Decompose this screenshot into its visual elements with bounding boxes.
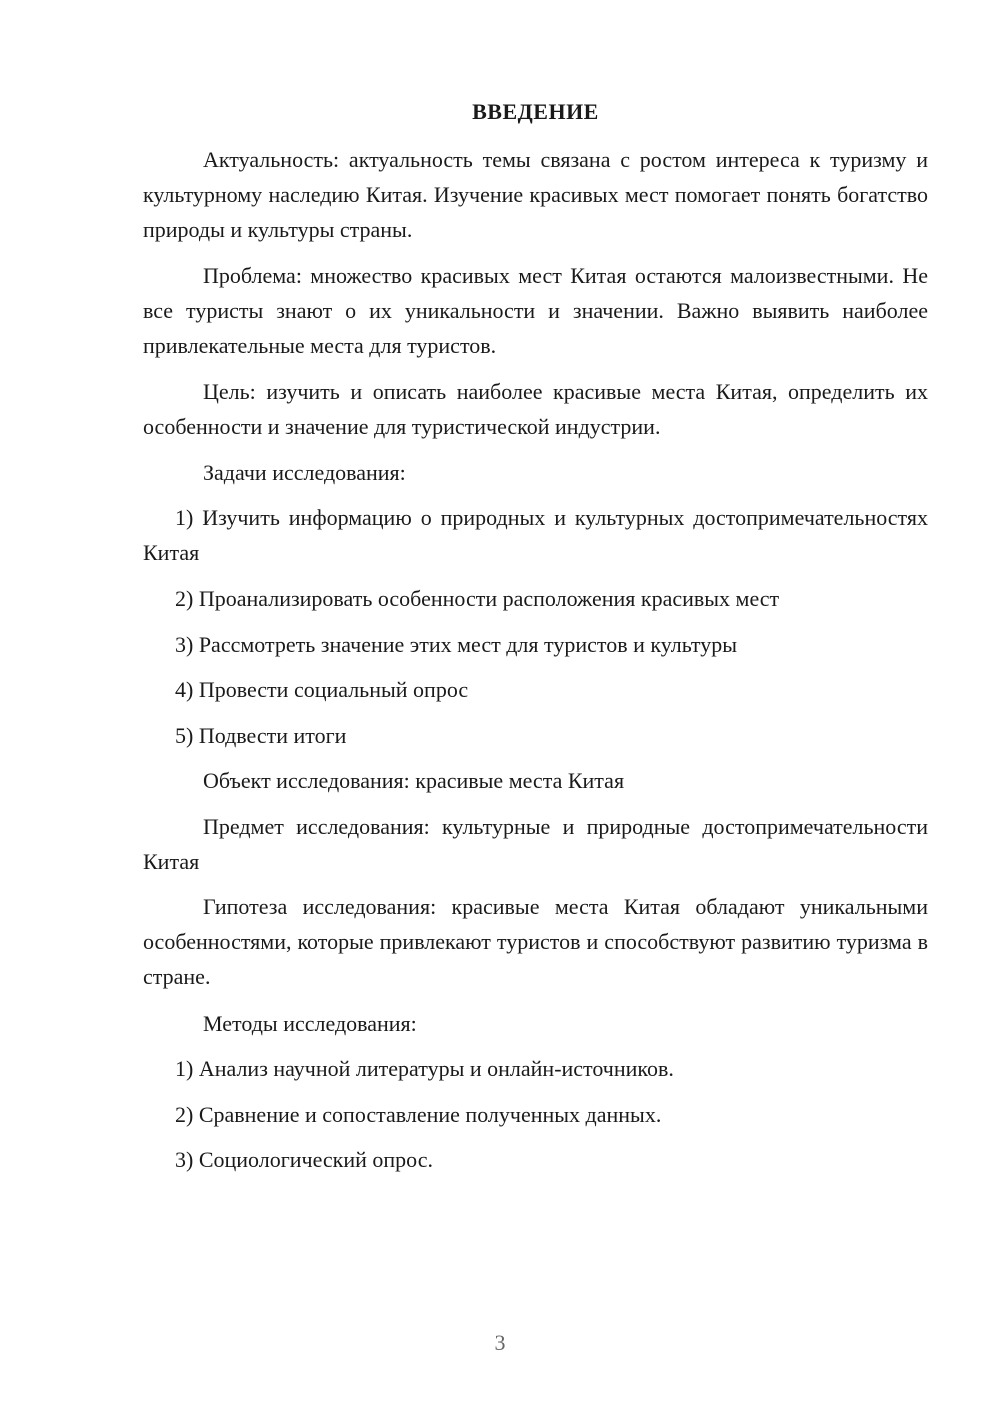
subject-paragraph: Предмет исследования: культурные и природные достопримечательности Китая (143, 814, 928, 874)
task-item-3: 3) Рассмотреть значение этих мест для туристов и культуры (175, 632, 738, 657)
section-heading: ВВЕДЕНИЕ (472, 99, 599, 124)
task-item-1: 1) Изучить информацию о природных и культурных достопримечательностях Китая (143, 505, 928, 565)
object-paragraph: Объект исследования: красивые места Китая (203, 768, 625, 793)
task-item-5: 5) Подвести итоги (175, 723, 347, 748)
methods-title: Методы исследования: (203, 1011, 417, 1036)
hypothesis-paragraph: Гипотеза исследования: красивые места Китая обладают уникальными особенностями, которые привлекают туристов и способствуют развитию туризма в стране. (143, 894, 928, 989)
tasks-title: Задачи исследования: (203, 460, 406, 485)
method-item-1: 1) Анализ научной литературы и онлайн-источников. (175, 1056, 674, 1081)
task-item-4: 4) Провести социальный опрос (175, 677, 469, 702)
problem-paragraph: Проблема: множество красивых мест Китая остаются малоизвестными. Не все туристы знают о их уникальности и значении. Важно выявить наиболее привлекательные места для туристов. (143, 263, 928, 358)
method-item-3: 3) Социологический опрос. (175, 1147, 433, 1172)
goal-paragraph: Цель: изучить и описать наиболее красивые места Китая, определить их особенности и значение для туристической индустрии. (143, 379, 928, 439)
relevance-paragraph: Актуальность: актуальность темы связана с ростом интереса к туризму и культурному наследию Китая. Изучение красивых мест помогает понять богатство природы и культуры страны. (143, 147, 928, 242)
task-item-2: 2) Проанализировать особенности расположения красивых мест (175, 586, 780, 611)
page-number: 3 (494, 1330, 506, 1355)
method-item-2: 2) Сравнение и сопоставление полученных данных. (175, 1102, 662, 1127)
